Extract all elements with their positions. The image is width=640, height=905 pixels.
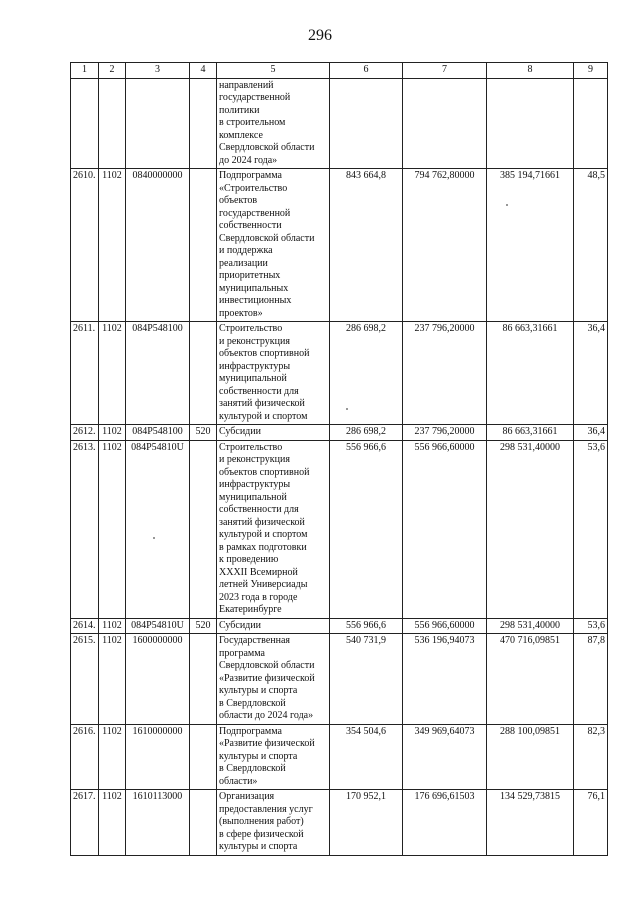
row-number-cell: 2611. xyxy=(71,322,99,425)
approved-amount-cell: 286 698,2 xyxy=(330,425,403,441)
section-code-cell: 1102 xyxy=(99,618,126,634)
target-article-cell: 1600000000 xyxy=(126,634,190,725)
item-name-cell xyxy=(217,634,330,725)
row-number-cell: 2616. xyxy=(71,724,99,790)
execution-percent-cell xyxy=(574,78,608,169)
table-row xyxy=(71,78,608,169)
header-col-4: 4 xyxy=(190,63,217,79)
target-article-cell xyxy=(126,78,190,169)
target-article-cell: 084P54810U xyxy=(126,440,190,618)
header-col-8: 8 xyxy=(487,63,574,79)
executed-amount-cell: 298 531,40000 xyxy=(487,618,574,634)
item-name-text: Подпрограмма «Строительство объектов государственной собственности Свердловской области и поддержка реализации приоритетных муниципальных инвестиционных проектов» xyxy=(219,170,315,319)
table-row xyxy=(71,440,608,618)
executed-amount-cell: 86 663,31661 xyxy=(487,322,574,425)
executed-amount-cell xyxy=(487,78,574,169)
table-row xyxy=(71,618,608,634)
budget-list-amount-cell: 536 196,94073 xyxy=(403,634,487,725)
table-row xyxy=(71,425,608,441)
executed-amount-cell: 298 531,40000 xyxy=(487,440,574,618)
item-name-text: Организация предоставления услуг (выполнения работ) в сфере физической культуры и спорта xyxy=(219,791,313,852)
expense-type-cell xyxy=(190,790,217,856)
table-row xyxy=(71,724,608,790)
table-row xyxy=(71,790,608,856)
expense-type-cell xyxy=(190,78,217,169)
expense-type-cell xyxy=(190,169,217,322)
execution-percent-cell: 48,5 xyxy=(574,169,608,322)
section-code-cell: 1102 xyxy=(99,790,126,856)
scan-speck xyxy=(346,408,348,410)
row-number-cell: 2613. xyxy=(71,440,99,618)
header-col-5: 5 xyxy=(217,63,330,79)
budget-list-amount-cell: 556 966,60000 xyxy=(403,618,487,634)
item-name-cell xyxy=(217,440,330,618)
item-name-cell xyxy=(217,169,330,322)
header-col-2: 2 xyxy=(99,63,126,79)
approved-amount-cell: 354 504,6 xyxy=(330,724,403,790)
executed-amount-cell: 86 663,31661 xyxy=(487,425,574,441)
expense-type-cell: 520 xyxy=(190,618,217,634)
executed-amount-cell: 385 194,71661 xyxy=(487,169,574,322)
expense-type-cell xyxy=(190,322,217,425)
item-name-cell xyxy=(217,724,330,790)
item-name-cell xyxy=(217,790,330,856)
table-row xyxy=(71,169,608,322)
section-code-cell: 1102 xyxy=(99,425,126,441)
table-row xyxy=(71,322,608,425)
target-article-cell: 084P54810U xyxy=(126,618,190,634)
section-code-cell: 1102 xyxy=(99,169,126,322)
target-article-cell: 0840000000 xyxy=(126,169,190,322)
budget-list-amount-cell: 176 696,61503 xyxy=(403,790,487,856)
item-name-cell xyxy=(217,322,330,425)
item-name-text: Субсидии xyxy=(219,619,261,631)
section-code-cell: 1102 xyxy=(99,440,126,618)
row-number-cell: 2615. xyxy=(71,634,99,725)
item-name-cell xyxy=(217,425,330,441)
executed-amount-cell: 134 529,73815 xyxy=(487,790,574,856)
row-number-cell: 2612. xyxy=(71,425,99,441)
section-code-cell: 1102 xyxy=(99,322,126,425)
execution-percent-cell: 53,6 xyxy=(574,440,608,618)
row-number-cell: 2614. xyxy=(71,618,99,634)
table-row xyxy=(71,634,608,725)
scan-speck xyxy=(506,204,508,206)
header-col-3: 3 xyxy=(126,63,190,79)
target-article-cell: 084P548100 xyxy=(126,425,190,441)
page-number: 296 xyxy=(308,27,332,44)
header-col-7: 7 xyxy=(403,63,487,79)
section-code-cell xyxy=(99,78,126,169)
target-article-cell: 084P548100 xyxy=(126,322,190,425)
execution-percent-cell: 76,1 xyxy=(574,790,608,856)
target-article-cell: 1610000000 xyxy=(126,724,190,790)
budget-list-amount-cell: 237 796,20000 xyxy=(403,322,487,425)
header-col-6: 6 xyxy=(330,63,403,79)
approved-amount-cell: 540 731,9 xyxy=(330,634,403,725)
approved-amount-cell: 170 952,1 xyxy=(330,790,403,856)
scan-speck xyxy=(153,537,155,539)
item-name-text: Государственная программа Свердловской области «Развитие физической культуры и спорта в Свердловской области до 2024 года» xyxy=(219,635,315,721)
row-number-cell xyxy=(71,78,99,169)
expense-type-cell: 520 xyxy=(190,425,217,441)
expense-type-cell xyxy=(190,634,217,725)
row-number-cell: 2610. xyxy=(71,169,99,322)
expense-type-cell xyxy=(190,724,217,790)
item-name-cell xyxy=(217,78,330,169)
approved-amount-cell: 843 664,8 xyxy=(330,169,403,322)
header-col-1: 1 xyxy=(71,63,99,79)
row-number-cell: 2617. xyxy=(71,790,99,856)
executed-amount-cell: 288 100,09851 xyxy=(487,724,574,790)
expense-type-cell xyxy=(190,440,217,618)
budget-list-amount-cell xyxy=(403,78,487,169)
budget-list-amount-cell: 794 762,80000 xyxy=(403,169,487,322)
header-col-9: 9 xyxy=(574,63,608,79)
item-name-text: Подпрограмма «Развитие физической культуры и спорта в Свердловской области» xyxy=(219,725,315,787)
executed-amount-cell: 470 716,09851 xyxy=(487,634,574,725)
table-header-row xyxy=(71,63,608,79)
item-name-text: Субсидии xyxy=(219,426,261,437)
budget-list-amount-cell: 237 796,20000 xyxy=(403,425,487,441)
execution-percent-cell: 87,8 xyxy=(574,634,608,725)
budget-table xyxy=(70,62,608,856)
section-code-cell: 1102 xyxy=(99,634,126,725)
target-article-cell: 1610113000 xyxy=(126,790,190,856)
approved-amount-cell xyxy=(330,78,403,169)
section-code-cell: 1102 xyxy=(99,724,126,790)
execution-percent-cell: 82,3 xyxy=(574,724,608,790)
execution-percent-cell: 53,6 xyxy=(574,618,608,634)
approved-amount-cell: 286 698,2 xyxy=(330,322,403,425)
item-name-text: Строительство и реконструкция объектов спортивной инфраструктуры муниципальной собственности для занятий физической культурой и спортом xyxy=(219,323,310,422)
execution-percent-cell: 36,4 xyxy=(574,425,608,441)
approved-amount-cell: 556 966,6 xyxy=(330,440,403,618)
approved-amount-cell: 556 966,6 xyxy=(330,618,403,634)
budget-list-amount-cell: 349 969,64073 xyxy=(403,724,487,790)
item-name-text: направлений государственной политики в строительном комплексе Свердловской области до 2024 года» xyxy=(219,79,315,166)
item-name-cell xyxy=(217,618,330,634)
budget-list-amount-cell: 556 966,60000 xyxy=(403,440,487,618)
execution-percent-cell: 36,4 xyxy=(574,322,608,425)
item-name-text: Строительство и реконструкция объектов спортивной инфраструктуры муниципальной собственности для занятий физической культурой и спортом в рамках подготовки к проведению XXXII Всемирной летней Универсиады 2023 года в городе Екатеринбурге xyxy=(219,441,310,615)
